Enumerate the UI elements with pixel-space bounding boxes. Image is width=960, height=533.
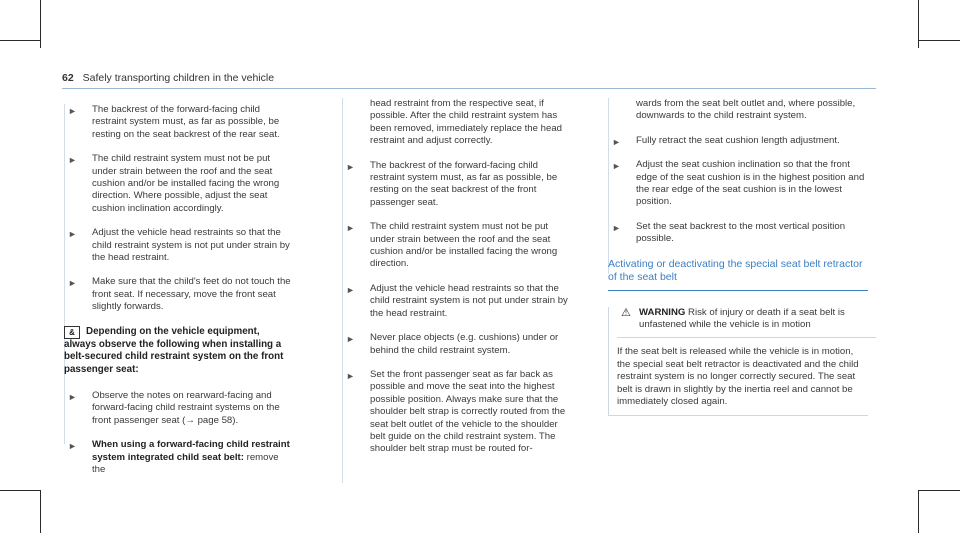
list-item-text: wards from the seat belt outlet and, where possible, downwards to the child restraint system.: [636, 98, 856, 122]
crop-mark: [0, 40, 40, 41]
bullet-arrow-icon: ►: [346, 161, 355, 172]
bullet-arrow-icon: ►: [68, 229, 77, 240]
bullet-arrow-icon: ►: [68, 155, 77, 166]
header-rule: [62, 88, 876, 89]
warning-body: If the seat belt is released while the vehicle is in motion, the special seat belt retractor is deactivated and the child restraint system is no longer correctly secured. The seat belt is drawn in slightly by the inertia reel and cannot be immediately closed again.: [617, 346, 859, 408]
bullet-arrow-icon: ►: [346, 223, 355, 234]
bullet-arrow-icon: ►: [68, 278, 77, 289]
list-item-text: The backrest of the forward-facing child restraint system must, as far as possible, be resting on the seat backrest of the front passenger seat.: [370, 159, 558, 208]
list-item-text: remove the: [92, 451, 279, 475]
crop-mark: [918, 490, 960, 491]
bullet-arrow-icon: ►: [612, 161, 621, 172]
seat-equipment-icon: &: [64, 326, 80, 339]
list-item-text: Set the seat backrest to the most vertical position possible.: [636, 220, 846, 245]
page-header: [62, 72, 274, 84]
list-item-text: Adjust the vehicle head restraints so that the child restraint system is not put under strain by the head restraint.: [370, 282, 568, 319]
list-item-bold-text: When using a forward-facing child restraint system integrated child seat belt:: [92, 439, 290, 463]
column-left: [64, 104, 294, 488]
note-block: [64, 326, 294, 376]
list-item: [342, 160, 572, 210]
crop-mark: [0, 490, 40, 491]
crop-mark: [40, 490, 41, 533]
list-item-text: head restraint from the respective seat, if possible. After the child restraint system has been removed, immediately replace the head restraint and adjust correctly.: [370, 98, 562, 147]
bullet-arrow-icon: ►: [346, 370, 355, 381]
note-text: Depending on the vehicle equipment, always observe the following when installing a belt-secured child restraint system on the front passenger seat:: [64, 325, 284, 375]
list-item: [64, 276, 294, 313]
column-right: [608, 98, 868, 416]
list-item: [608, 159, 868, 209]
bullet-arrow-icon: ►: [612, 222, 621, 233]
list-item-text: Fully retract the seat cushion length adjustment.: [636, 134, 840, 146]
list-item: [64, 153, 294, 215]
list-item: [342, 369, 572, 456]
list-item: [342, 221, 572, 271]
list-item: [608, 135, 868, 147]
warning-triangle-icon: ⚠: [621, 306, 631, 319]
bullet-arrow-icon: ►: [346, 284, 355, 295]
list-item: [64, 390, 294, 427]
warning-box: [608, 307, 868, 416]
list-item-continued: [342, 98, 572, 148]
warning-label: WARNING: [639, 306, 686, 318]
crop-mark: [918, 40, 960, 41]
warning-header: [617, 307, 868, 332]
list-item-continued: [608, 98, 868, 123]
list-item: [608, 221, 868, 246]
list-item-text: Adjust the vehicle head restraints so that the child restraint system is not put under strain by the head restraint.: [92, 227, 290, 264]
list-item-text: The child restraint system must not be put under strain between the roof and the seat cushion and/or be installed facing the wrong direction. Where possible, adjust the seat cushion inclination accordingly.: [92, 153, 280, 214]
list-item: [64, 227, 294, 264]
page-number: 62: [62, 72, 74, 84]
crop-mark: [40, 40, 41, 48]
list-item: [342, 332, 572, 357]
crop-mark: [918, 490, 919, 533]
bullet-arrow-icon: ►: [68, 441, 77, 452]
list-item: [64, 439, 294, 476]
section-title: Activating or deactivating the special seat belt retractor of the seat belt: [608, 257, 863, 283]
list-item-text: Adjust the seat cushion inclination so that the front edge of the seat cushion is in the highest position and the rear edge of the seat cushion is in the lowest position.: [636, 159, 865, 208]
bullet-arrow-icon: ►: [346, 334, 355, 345]
list-item-text: The child restraint system must not be put under strain between the roof and the seat cushion and/or be installed facing the wrong direction.: [370, 221, 558, 270]
list-item-text: Never place objects (e.g. cushions) under or behind the child restraint system.: [370, 332, 559, 356]
list-item-text: Observe the notes on rearward-facing and forward-facing child restraint systems on the front passenger seat (→ page 58).: [92, 389, 280, 426]
bullet-arrow-icon: ►: [68, 106, 77, 116]
warning-summary: Risk of injury or death if a seat belt is unfastened while the vehicle is in motion: [639, 306, 845, 331]
column-middle: [342, 98, 572, 468]
list-item-text: Set the front passenger seat as far back as possible and move the seat into the highest possible position. Always make sure that the shoulder belt strap is correctly routed from the seat belt outlet of the vehicle to the shoulder belt guide on the child restraint system. The shoulder belt strap must be routed for-: [370, 368, 566, 455]
list-item-text: The backrest of the forward-facing child restraint system must, as far as possible, be resting on the seat backrest of the rear seat.: [92, 104, 280, 140]
list-item: [64, 104, 294, 141]
list-item: [342, 283, 572, 320]
section-rule: [608, 290, 868, 291]
bullet-arrow-icon: ►: [612, 136, 621, 147]
list-item-text: Make sure that the child's feet do not touch the front seat. If necessary, move the front seat slightly forwards.: [92, 276, 291, 313]
page-header-title: Safely transporting children in the vehicle: [82, 72, 275, 84]
bullet-arrow-icon: ►: [68, 391, 77, 402]
warning-divider: [617, 337, 876, 338]
